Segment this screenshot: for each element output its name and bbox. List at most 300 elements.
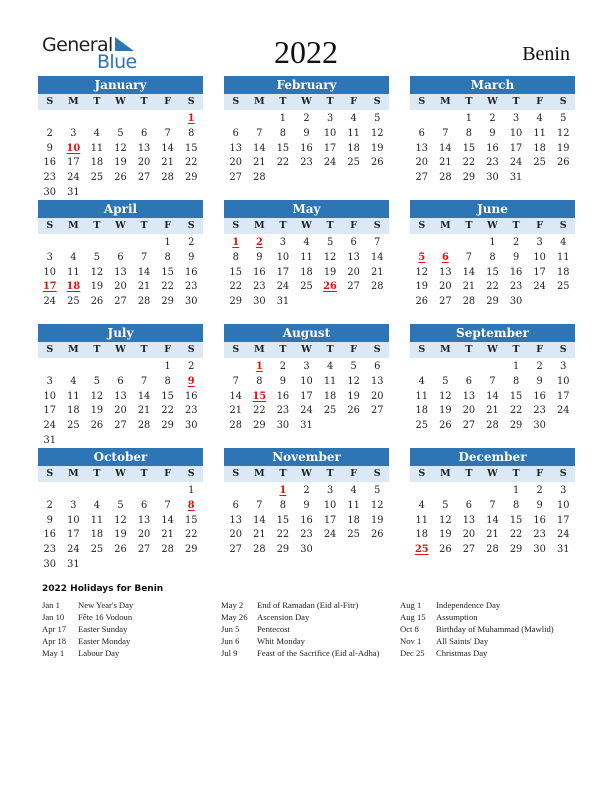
- day-cell: 5: [117, 499, 124, 511]
- day-cell: 18: [415, 405, 429, 417]
- day-cell: 17: [509, 142, 523, 154]
- empty-cell: [132, 360, 156, 375]
- month-header: March: [410, 76, 575, 94]
- day-cell: 16: [300, 142, 313, 154]
- day-cell: 23: [43, 172, 57, 184]
- day-cell: 30: [43, 186, 57, 198]
- day-cell: 8: [232, 251, 239, 263]
- holiday-name: Whit Monday: [257, 636, 305, 646]
- holiday-item: [221, 623, 397, 635]
- day-cell: 9: [536, 375, 543, 387]
- weekday-label: S: [187, 468, 195, 479]
- day-cell: 1: [164, 361, 171, 372]
- empty-cell: [109, 236, 133, 251]
- day-cell: 15: [161, 390, 174, 402]
- holiday-day-cell: 1: [187, 113, 195, 124]
- day-cell: 14: [486, 390, 499, 402]
- day-grid: [38, 110, 203, 201]
- day-cell: 8: [465, 127, 473, 139]
- day-cell: 31: [67, 186, 80, 198]
- weekday-label: T: [512, 468, 520, 479]
- day-cell: 31: [276, 296, 290, 308]
- holiday-item: [42, 599, 218, 611]
- holiday-date: Jul 9: [221, 648, 238, 658]
- day-cell: 4: [93, 499, 101, 511]
- month-march: [410, 76, 575, 186]
- day-cell: 26: [439, 420, 452, 432]
- day-cell: 11: [415, 514, 429, 526]
- day-cell: 18: [533, 142, 546, 154]
- day-cell: 22: [509, 529, 523, 541]
- weekday-label: M: [440, 468, 451, 479]
- day-cell: 20: [229, 157, 243, 169]
- day-cell: 20: [370, 390, 384, 402]
- weekday-label: F: [536, 96, 543, 107]
- weekday-label: S: [418, 344, 426, 355]
- day-cell: 16: [43, 157, 57, 169]
- day-cell: 20: [415, 157, 429, 169]
- day-cell: 12: [556, 127, 570, 139]
- day-cell: 21: [370, 266, 384, 278]
- day-cell: 26: [439, 544, 452, 556]
- weekday-label: S: [373, 468, 381, 479]
- day-cell: 28: [161, 172, 174, 184]
- weekday-header-row: [410, 218, 575, 234]
- day-cell: 21: [137, 281, 151, 293]
- day-cell: 12: [415, 266, 429, 278]
- day-cell: 24: [556, 405, 570, 417]
- day-cell: 13: [462, 390, 476, 402]
- day-cell: 23: [276, 405, 290, 417]
- day-cell: 7: [232, 375, 239, 387]
- weekday-label: F: [164, 344, 171, 355]
- day-cell: 5: [93, 251, 101, 263]
- day-cell: 21: [439, 157, 452, 169]
- day-cell: 28: [486, 544, 499, 556]
- day-cell: 16: [184, 390, 198, 402]
- day-cell: 9: [256, 251, 263, 263]
- weekday-label: S: [232, 468, 240, 479]
- day-cell: 14: [253, 142, 266, 154]
- day-cell: 22: [276, 157, 290, 169]
- holiday-item: [221, 635, 397, 647]
- holiday-item: [400, 599, 576, 611]
- month-august: [224, 324, 389, 434]
- day-cell: 8: [188, 127, 195, 139]
- empty-cell: [457, 236, 481, 251]
- empty-cell: [481, 360, 505, 375]
- day-cell: 21: [161, 529, 174, 541]
- day-cell: 16: [184, 266, 198, 278]
- holiday-item: [400, 623, 576, 635]
- day-cell: 22: [462, 157, 476, 169]
- holiday-item: [400, 611, 576, 623]
- day-cell: 31: [67, 558, 80, 570]
- day-cell: 20: [137, 529, 151, 541]
- day-cell: 8: [164, 251, 171, 263]
- month-header: June: [410, 200, 575, 218]
- weekday-label: S: [373, 96, 381, 107]
- weekday-label: T: [326, 96, 334, 107]
- day-cell: 6: [117, 251, 124, 263]
- day-cell: 22: [161, 281, 174, 293]
- day-cell: 16: [533, 390, 546, 402]
- day-cell: 25: [347, 529, 360, 541]
- weekday-label: S: [418, 220, 426, 231]
- day-cell: 2: [279, 361, 287, 372]
- holiday-item: [221, 647, 397, 659]
- weekday-label: T: [279, 220, 287, 231]
- day-cell: 11: [90, 142, 104, 154]
- day-cell: 19: [114, 157, 127, 169]
- month-header: February: [224, 76, 389, 94]
- day-cell: 12: [114, 514, 127, 526]
- weekday-header-row: [410, 94, 575, 110]
- day-cell: 8: [164, 375, 171, 387]
- day-cell: 16: [276, 390, 290, 402]
- logo-text-general: General: [42, 34, 113, 56]
- empty-cell: [224, 112, 248, 127]
- day-cell: 3: [512, 113, 520, 124]
- day-cell: 30: [300, 544, 313, 556]
- day-cell: 11: [323, 375, 337, 387]
- month-header: November: [224, 448, 389, 466]
- day-cell: 6: [140, 499, 148, 511]
- day-cell: 6: [232, 499, 239, 511]
- day-cell: 14: [229, 390, 243, 402]
- empty-cell: [224, 360, 248, 375]
- day-cell: 11: [300, 251, 313, 263]
- day-cell: 10: [276, 251, 290, 263]
- day-cell: 27: [439, 296, 452, 308]
- day-cell: 30: [533, 544, 546, 556]
- holiday-day-cell: 5: [418, 251, 426, 263]
- day-cell: 10: [67, 514, 80, 526]
- day-cell: 2: [46, 127, 53, 139]
- empty-cell: [434, 484, 458, 499]
- day-cell: 3: [560, 361, 567, 372]
- day-grid: [224, 482, 389, 558]
- weekday-label: W: [301, 468, 312, 479]
- empty-cell: [156, 484, 180, 499]
- day-cell: 3: [560, 485, 567, 496]
- day-cell: 6: [465, 375, 473, 387]
- weekday-label: S: [232, 220, 240, 231]
- weekday-label: T: [326, 468, 334, 479]
- day-cell: 5: [442, 375, 449, 387]
- day-cell: 8: [279, 127, 287, 139]
- holiday-name: Pentecost: [257, 624, 290, 634]
- day-cell: 21: [462, 281, 476, 293]
- day-cell: 6: [140, 127, 148, 139]
- day-cell: 10: [323, 127, 337, 139]
- weekday-label: T: [140, 468, 148, 479]
- day-cell: 5: [560, 113, 567, 124]
- day-cell: 9: [512, 251, 520, 263]
- holiday-day-cell: 8: [187, 499, 195, 511]
- holiday-name: End of Ramadan (Eid al-Fitr): [257, 600, 359, 610]
- day-cell: 12: [439, 514, 452, 526]
- holiday-item: [42, 647, 218, 659]
- holiday-day-cell: 9: [187, 375, 195, 387]
- weekday-label: S: [373, 344, 381, 355]
- weekday-label: M: [254, 96, 265, 107]
- empty-cell: [410, 236, 434, 251]
- day-cell: 9: [536, 499, 543, 511]
- weekday-label: F: [536, 220, 543, 231]
- weekday-label: M: [68, 220, 79, 231]
- day-cell: 1: [279, 113, 287, 124]
- day-cell: 19: [556, 142, 570, 154]
- holiday-day-cell: 25: [414, 544, 429, 556]
- day-cell: 1: [512, 361, 520, 372]
- day-cell: 17: [300, 390, 313, 402]
- day-cell: 26: [415, 296, 429, 308]
- weekday-label: T: [465, 96, 473, 107]
- weekday-label: T: [465, 468, 473, 479]
- day-cell: 7: [164, 127, 171, 139]
- day-cell: 25: [415, 420, 429, 432]
- weekday-label: T: [140, 344, 148, 355]
- empty-cell: [38, 236, 62, 251]
- weekday-label: S: [373, 220, 381, 231]
- day-cell: 20: [347, 266, 360, 278]
- holiday-date: May 26: [221, 612, 248, 622]
- weekday-label: S: [418, 96, 426, 107]
- day-cell: 3: [536, 237, 543, 248]
- day-cell: 19: [370, 514, 384, 526]
- day-cell: 10: [43, 390, 57, 402]
- day-cell: 22: [253, 405, 266, 417]
- holiday-column: [42, 599, 218, 659]
- logo-text-blue: Blue: [97, 51, 137, 73]
- weekday-label: W: [301, 220, 312, 231]
- weekday-label: M: [254, 468, 265, 479]
- day-cell: 31: [509, 172, 523, 184]
- weekday-label: T: [326, 220, 334, 231]
- month-january: [38, 76, 203, 201]
- day-cell: 27: [370, 405, 384, 417]
- day-cell: 26: [370, 157, 384, 169]
- empty-cell: [62, 112, 86, 127]
- weekday-label: S: [187, 220, 195, 231]
- holiday-day-cell: 10: [66, 142, 81, 154]
- month-september: [410, 324, 575, 434]
- day-cell: 3: [279, 237, 287, 248]
- day-cell: 26: [90, 296, 104, 308]
- day-cell: 7: [140, 375, 148, 387]
- day-cell: 16: [533, 514, 546, 526]
- day-cell: 29: [161, 420, 174, 432]
- holiday-date: Aug 15: [400, 612, 426, 622]
- day-cell: 15: [486, 266, 499, 278]
- day-cell: 27: [462, 544, 476, 556]
- weekday-label: F: [350, 344, 357, 355]
- day-cell: 20: [137, 157, 151, 169]
- day-cell: 13: [137, 142, 151, 154]
- day-cell: 16: [509, 266, 523, 278]
- day-cell: 23: [300, 529, 313, 541]
- day-cell: 24: [533, 281, 546, 293]
- day-cell: 6: [350, 237, 357, 248]
- day-cell: 18: [323, 390, 337, 402]
- day-cell: 25: [67, 296, 80, 308]
- weekday-label: F: [164, 220, 171, 231]
- day-cell: 12: [347, 375, 360, 387]
- day-cell: 7: [256, 499, 263, 511]
- day-cell: 14: [439, 142, 452, 154]
- country-name: Benin: [522, 43, 570, 65]
- empty-cell: [457, 484, 481, 499]
- day-cell: 20: [462, 529, 476, 541]
- day-cell: 21: [486, 405, 499, 417]
- day-cell: 5: [117, 127, 124, 139]
- empty-cell: [85, 236, 109, 251]
- day-cell: 22: [184, 529, 198, 541]
- holiday-date: Jan 10: [42, 612, 65, 622]
- weekday-label: F: [536, 344, 543, 355]
- weekday-header-row: [410, 466, 575, 482]
- day-cell: 22: [229, 281, 243, 293]
- weekday-label: W: [301, 344, 312, 355]
- day-grid: [38, 234, 203, 310]
- day-cell: 23: [486, 157, 499, 169]
- day-cell: 29: [462, 172, 476, 184]
- day-cell: 1: [512, 485, 520, 496]
- day-cell: 2: [188, 361, 195, 372]
- day-cell: 27: [114, 420, 127, 432]
- day-cell: 30: [533, 420, 546, 432]
- day-cell: 13: [137, 514, 151, 526]
- day-cell: 27: [229, 172, 243, 184]
- day-cell: 15: [276, 142, 290, 154]
- day-cell: 17: [556, 514, 570, 526]
- day-cell: 19: [415, 281, 429, 293]
- weekday-label: S: [559, 220, 567, 231]
- day-cell: 15: [229, 266, 243, 278]
- weekday-label: T: [279, 344, 287, 355]
- empty-cell: [38, 112, 62, 127]
- day-cell: 10: [533, 251, 546, 263]
- day-cell: 28: [229, 420, 243, 432]
- day-cell: 29: [486, 296, 499, 308]
- day-cell: 18: [300, 266, 313, 278]
- weekday-label: S: [46, 468, 54, 479]
- day-cell: 27: [137, 172, 151, 184]
- day-cell: 25: [533, 157, 546, 169]
- holiday-item: [400, 647, 576, 659]
- day-cell: 9: [303, 499, 310, 511]
- day-cell: 31: [556, 544, 570, 556]
- day-cell: 28: [161, 544, 174, 556]
- holiday-name: Fête 16 Vodoun: [78, 612, 133, 622]
- weekday-label: M: [68, 344, 79, 355]
- day-cell: 5: [374, 113, 381, 124]
- empty-cell: [434, 112, 458, 127]
- day-cell: 18: [90, 157, 104, 169]
- holiday-name: Ascension Day: [257, 612, 310, 622]
- weekday-header-row: [38, 218, 203, 234]
- day-cell: 27: [347, 281, 360, 293]
- weekday-header-row: [38, 94, 203, 110]
- day-cell: 4: [536, 113, 543, 124]
- weekday-label: T: [140, 96, 148, 107]
- day-cell: 29: [184, 544, 198, 556]
- day-cell: 2: [489, 113, 496, 124]
- day-cell: 19: [439, 405, 452, 417]
- day-cell: 30: [276, 420, 290, 432]
- holiday-name: New Year's Day: [78, 600, 134, 610]
- holiday-name: Assumption: [436, 612, 478, 622]
- day-cell: 8: [512, 375, 520, 387]
- day-cell: 15: [509, 514, 523, 526]
- empty-cell: [410, 360, 434, 375]
- day-cell: 17: [323, 142, 337, 154]
- day-cell: 13: [462, 514, 476, 526]
- day-grid: [38, 482, 203, 573]
- weekday-label: W: [115, 96, 126, 107]
- holiday-item: [42, 623, 218, 635]
- holiday-date: Oct 8: [400, 624, 419, 634]
- day-cell: 15: [161, 266, 174, 278]
- day-cell: 17: [323, 514, 337, 526]
- day-cell: 14: [161, 142, 174, 154]
- month-april: [38, 200, 203, 310]
- day-cell: 15: [276, 514, 290, 526]
- weekday-label: M: [254, 344, 265, 355]
- day-cell: 24: [509, 157, 523, 169]
- day-grid: [410, 110, 575, 186]
- day-cell: 23: [184, 281, 198, 293]
- day-cell: 28: [462, 296, 476, 308]
- holiday-column: [400, 599, 576, 659]
- day-cell: 24: [43, 296, 57, 308]
- empty-cell: [248, 484, 272, 499]
- weekday-header-row: [224, 94, 389, 110]
- holidays-title: 2022 Holidays for Benin: [42, 584, 164, 594]
- day-cell: 24: [67, 172, 80, 184]
- day-cell: 8: [512, 499, 520, 511]
- day-cell: 14: [253, 514, 266, 526]
- holiday-name: Labour Day: [78, 648, 120, 658]
- day-cell: 30: [43, 558, 57, 570]
- day-cell: 7: [442, 127, 449, 139]
- day-cell: 18: [415, 529, 429, 541]
- month-header: January: [38, 76, 203, 94]
- holiday-date: May 1: [42, 648, 65, 658]
- day-cell: 24: [276, 281, 290, 293]
- weekday-label: S: [187, 96, 195, 107]
- day-cell: 19: [370, 142, 384, 154]
- day-cell: 22: [509, 405, 523, 417]
- day-cell: 19: [90, 405, 104, 417]
- day-cell: 14: [486, 514, 499, 526]
- weekday-header-row: [38, 342, 203, 358]
- day-cell: 8: [256, 375, 263, 387]
- day-cell: 10: [509, 127, 523, 139]
- month-header: April: [38, 200, 203, 218]
- day-cell: 29: [276, 544, 290, 556]
- day-cell: 28: [439, 172, 452, 184]
- day-cell: 11: [347, 499, 360, 511]
- month-header: December: [410, 448, 575, 466]
- day-cell: 6: [418, 127, 425, 139]
- day-cell: 15: [184, 514, 198, 526]
- empty-cell: [132, 236, 156, 251]
- day-cell: 9: [303, 127, 310, 139]
- day-cell: 7: [465, 251, 473, 263]
- weekday-label: F: [350, 220, 357, 231]
